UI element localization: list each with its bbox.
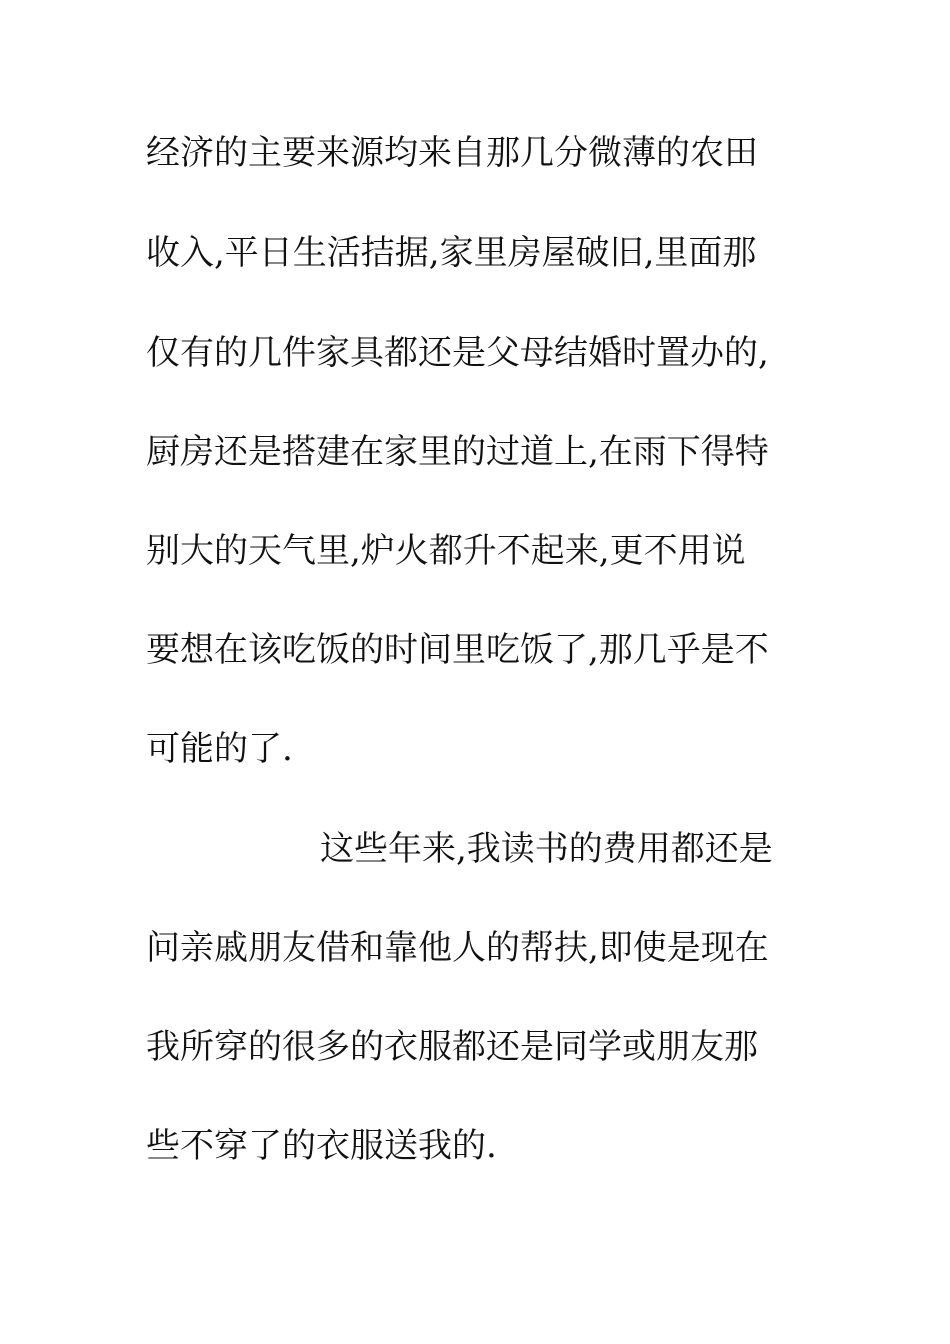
text-line: 经济的主要来源均来自那几分微薄的农田: [146, 133, 758, 173]
text-line: 我所穿的很多的衣服都还是同学或朋友那: [146, 1027, 758, 1067]
text-line: 仅有的几件家具都还是父母结婚时置办的,: [146, 333, 769, 373]
text-line: 些不穿了的衣服送我的.: [146, 1126, 497, 1166]
text-line: 别大的天气里,炉火都升不起来,更不用说: [146, 531, 746, 571]
paragraph-first-line: 这些年来,我读书的费用都还是: [320, 829, 773, 869]
text-line: 收入,平日生活拮据,家里房屋破旧,里面那: [146, 233, 757, 273]
text-line: 问亲戚朋友借和靠他人的帮扶,即使是现在: [146, 928, 769, 968]
text-line: 要想在该吃饭的时间里吃饭了,那几乎是不: [146, 630, 769, 670]
text-line: 可能的了.: [146, 729, 293, 769]
text-line: 厨房还是搭建在家里的过道上,在雨下得特: [146, 432, 769, 472]
